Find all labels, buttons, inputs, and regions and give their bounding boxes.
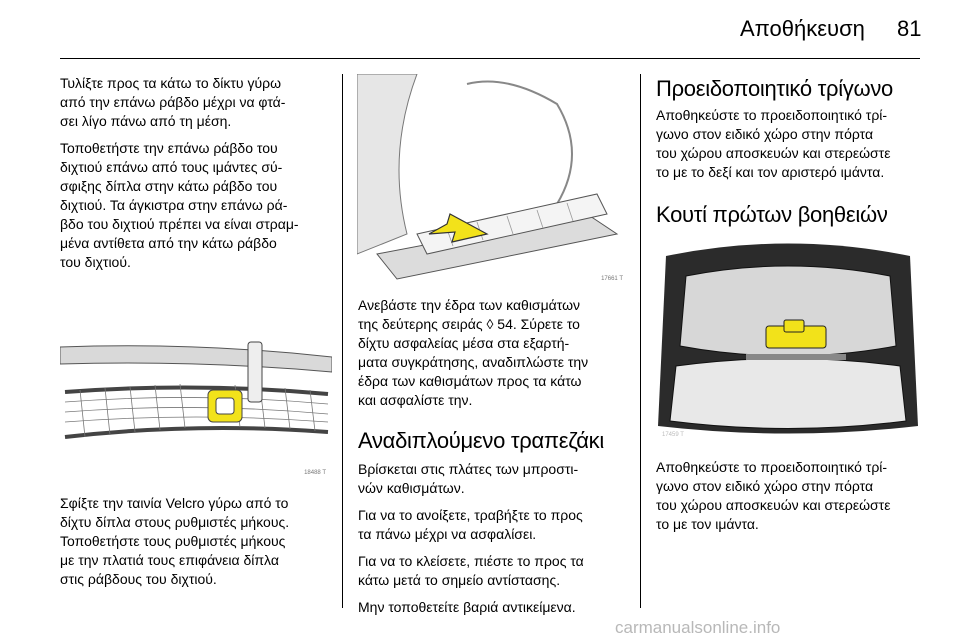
figure-tailgate xyxy=(656,236,920,444)
text-line: δίχτυ ασφαλείας μέσα στα εξαρτή- xyxy=(358,335,570,351)
text-line: στις ράβδους του διχτιού. xyxy=(60,571,217,587)
column-1 xyxy=(60,74,336,280)
text-line: σφιξης δίπλα στην κάτω ράβδο του xyxy=(60,178,278,194)
figure-id: 17661 T xyxy=(601,276,623,282)
col1-paragraph-2 xyxy=(60,139,336,272)
text-line: μένα αντίθετα από την κάτω ράβδο xyxy=(60,235,277,251)
text-line: Ανεβάστε την έδρα των καθισμάτων xyxy=(358,297,580,313)
col3-paragraph-1 xyxy=(656,106,922,182)
text-line: του διχτιού. xyxy=(60,254,131,270)
text-line: Αποθηκεύστε το προειδοποιητικό τρί- xyxy=(656,459,888,475)
text-line: το με τον ιμάντα. xyxy=(656,516,759,532)
section-heading-folding-table: Αναδιπλούμενο τραπεζάκι xyxy=(358,428,604,453)
text-line: Αποθηκεύστε το προειδοποιητικό τρί- xyxy=(656,107,888,123)
col1-paragraph-1 xyxy=(60,74,336,131)
column-2 xyxy=(358,296,634,625)
text-line: το με το δεξί και τον αριστερό ιμάντα. xyxy=(656,164,885,180)
text-line: Τοποθετήστε την επάνω ράβδο του xyxy=(60,140,278,156)
figure-id: 18488 T xyxy=(304,470,326,476)
col2-paragraph-3 xyxy=(358,506,634,544)
column-1-bottom xyxy=(60,494,336,597)
text-line: με την πλατιά τους επιφάνεια δίπλα xyxy=(60,552,279,568)
section-heading-first-aid-kit: Κουτί πρώτων βοηθειών xyxy=(656,202,888,227)
text-line: γωνο στον ειδικό χώρο στην πόρτα xyxy=(656,126,874,142)
text-line: δίχτυ δίπλα στους ρυθμιστές μήκους. xyxy=(60,514,290,530)
text-line: από την επάνω ράβδο μέχρι να φτά- xyxy=(60,94,286,110)
text-line: και ασφαλίστε την. xyxy=(358,392,473,408)
text-line: διχτιού. Τα άγκιστρα στην επάνω ρά- xyxy=(60,197,288,213)
text-line: βδο του διχτιού πρέπει να είναι στραμ- xyxy=(60,216,299,232)
text-line: Σφίξτε την ταινία Velcro γύρω από το xyxy=(60,495,289,511)
col2-paragraph-4 xyxy=(358,552,634,590)
text-line: σει λίγο πάνω από τη μέση. xyxy=(60,113,232,129)
text-line: του χώρου αποσκευών και στερεώστε xyxy=(656,497,891,513)
header-rule xyxy=(60,58,920,59)
text-line: Τυλίξτε προς τα κάτω το δίκτυ γύρω xyxy=(60,75,282,91)
text-line: κάτω μετά το σημείο αντίστασης. xyxy=(358,572,561,588)
text-line: Βρίσκεται στις πλάτες των μπροστι- xyxy=(358,461,579,477)
watermark: carmanualsonline.info xyxy=(615,618,781,637)
text-line: γωνο στον ειδικό χώρο στην πόρτα xyxy=(656,478,874,494)
column-3 xyxy=(656,76,922,228)
header-title: Αποθήκευση xyxy=(740,16,865,41)
column-divider-2 xyxy=(640,74,641,608)
text-line: διχτιού επάνω από τους ιμάντες σύ- xyxy=(60,159,283,175)
column-3-bottom xyxy=(656,458,922,542)
figure-id: 17459 T xyxy=(662,432,684,438)
text-line: Για να το κλείσετε, πιέστε το προς τα xyxy=(358,553,584,569)
col3-paragraph-2 xyxy=(656,458,922,534)
text-line: ματα συγκράτησης, αναδιπλώστε την xyxy=(358,354,589,370)
figure-cargo-net xyxy=(60,272,332,480)
text-line: του χώρου αποσκευών και στερεώστε xyxy=(656,145,891,161)
text-line: έδρα των καθισμάτων προς τα κάτω xyxy=(358,373,582,389)
column-divider-1 xyxy=(342,74,343,608)
text-line: Για να το ανοίξετε, τραβήξτε το προς xyxy=(358,507,583,523)
text-line: τα πάνω μέχρι να ασφαλίσει. xyxy=(358,526,537,542)
page-number: 81 xyxy=(897,16,922,41)
section-heading-warning-triangle: Προειδοποιητικό τρίγωνο xyxy=(656,76,893,101)
col1-paragraph-3 xyxy=(60,494,336,589)
col2-paragraph-5 xyxy=(358,598,634,617)
text-line: Τοποθετήστε τους ρυθμιστές μήκους xyxy=(60,533,286,549)
text-line: της δεύτερης σειράς ◊ 54. Σύρετε το xyxy=(358,316,580,332)
text-line: Μην τοποθετείτε βαριά αντικείμενα. xyxy=(358,599,576,615)
col2-paragraph-1 xyxy=(358,296,634,410)
figure-seat-net xyxy=(357,74,629,286)
col2-paragraph-2 xyxy=(358,460,634,498)
text-line: νών καθισμάτων. xyxy=(358,480,465,496)
